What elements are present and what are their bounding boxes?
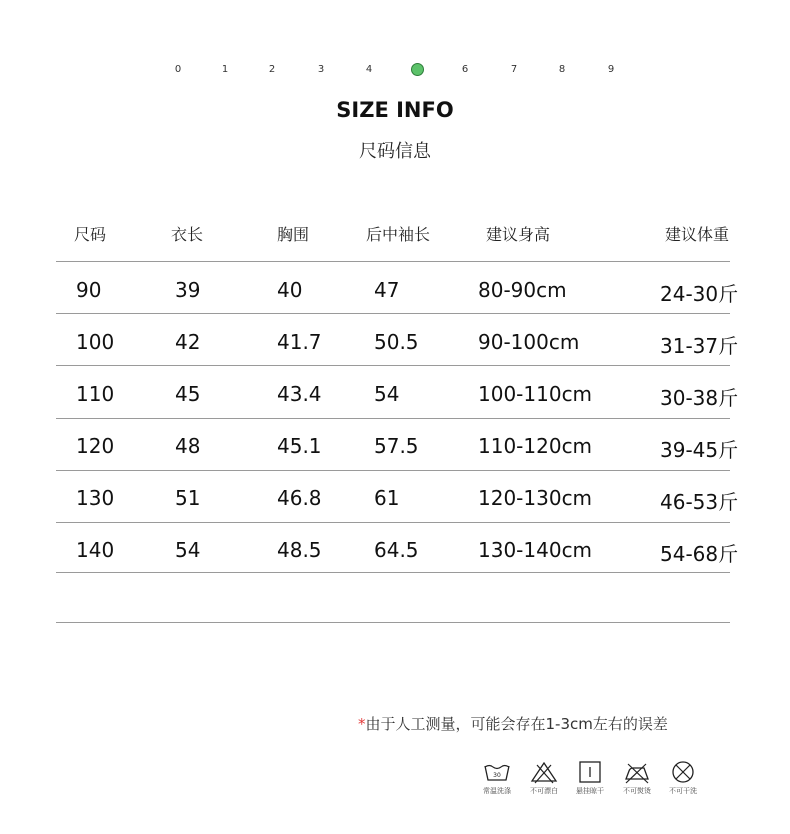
size-stepper <box>0 60 790 80</box>
cell-size: 90 <box>76 278 102 302</box>
cell-height: 80-90cm <box>478 278 567 302</box>
header-weight: 建议体重 <box>665 225 730 244</box>
cell-size: 140 <box>76 538 115 562</box>
cell-weight: 24-30斤 <box>660 282 739 306</box>
page-title: SIZE INFO <box>336 98 454 122</box>
step-2[interactable]: 2 <box>268 64 276 75</box>
care-label: 常温洗涤 <box>483 787 511 795</box>
note-star: * <box>358 715 366 733</box>
page-subtitle: 尺码信息 <box>359 141 431 162</box>
table-divider <box>56 365 730 366</box>
cell-height: 90-100cm <box>478 330 580 354</box>
table-divider <box>56 522 730 523</box>
care-dryclean <box>663 760 703 796</box>
cell-weight: 39-45斤 <box>660 438 739 462</box>
header-sleeve: 后中袖长 <box>366 225 431 244</box>
cell-size: 130 <box>76 486 115 510</box>
cell-length: 48 <box>175 434 201 458</box>
cell-size: 120 <box>76 434 115 458</box>
care-wash <box>477 760 517 796</box>
step-8[interactable]: 8 <box>558 64 566 75</box>
step-1[interactable]: 1 <box>221 64 229 75</box>
no-bleach-icon <box>529 760 559 784</box>
table-divider <box>56 261 730 262</box>
cell-sleeve: 57.5 <box>374 434 419 458</box>
cell-chest: 45.1 <box>277 434 322 458</box>
table-divider <box>56 418 730 419</box>
cell-length: 39 <box>175 278 201 302</box>
cell-weight: 31-37斤 <box>660 334 739 358</box>
cell-sleeve: 54 <box>374 382 400 406</box>
cell-chest: 41.7 <box>277 330 322 354</box>
care-dry <box>570 760 610 796</box>
step-6[interactable]: 6 <box>461 64 469 75</box>
care-label: 悬挂晾干 <box>576 787 604 795</box>
wash-30-icon <box>482 760 512 784</box>
header-chest: 胸围 <box>277 225 310 244</box>
care-bleach <box>524 760 564 796</box>
care-label: 不可干洗 <box>669 787 697 795</box>
step-7[interactable]: 7 <box>510 64 518 75</box>
step-4[interactable]: 4 <box>365 64 373 75</box>
wash-temp: 30 <box>493 772 501 779</box>
cell-height: 130-140cm <box>478 538 593 562</box>
header-size: 尺码 <box>74 225 107 244</box>
care-label: 不可漂白 <box>530 787 558 795</box>
cell-length: 45 <box>175 382 201 406</box>
step-9[interactable]: 9 <box>607 64 615 75</box>
cell-height: 100-110cm <box>478 382 593 406</box>
cell-weight: 46-53斤 <box>660 490 739 514</box>
no-iron-icon <box>622 760 652 784</box>
cell-sleeve: 50.5 <box>374 330 419 354</box>
cell-chest: 46.8 <box>277 486 322 510</box>
care-iron <box>617 760 657 796</box>
cell-chest: 40 <box>277 278 303 302</box>
cell-length: 54 <box>175 538 201 562</box>
no-dry-clean-icon <box>668 760 698 784</box>
care-label: 不可熨烫 <box>623 787 651 795</box>
cell-weight: 54-68斤 <box>660 542 739 566</box>
cell-height: 120-130cm <box>478 486 593 510</box>
cell-chest: 48.5 <box>277 538 322 562</box>
step-5-active-dot[interactable] <box>411 63 424 76</box>
cell-height: 110-120cm <box>478 434 593 458</box>
table-divider <box>56 572 730 573</box>
header-length: 衣长 <box>171 225 204 244</box>
note-text: 由于人工测量，可能会存在1-3cm左右的误差 <box>365 715 668 733</box>
hang-dry-icon <box>575 760 605 784</box>
table-bottom-divider <box>56 622 730 623</box>
cell-size: 110 <box>76 382 115 406</box>
cell-sleeve: 64.5 <box>374 538 419 562</box>
header-height: 建议身高 <box>486 225 551 244</box>
table-divider <box>56 470 730 471</box>
step-0[interactable]: 0 <box>174 64 182 75</box>
measurement-note <box>358 713 668 734</box>
cell-sleeve: 61 <box>374 486 400 510</box>
table-divider <box>56 313 730 314</box>
cell-weight: 30-38斤 <box>660 386 739 410</box>
cell-length: 51 <box>175 486 201 510</box>
cell-chest: 43.4 <box>277 382 322 406</box>
cell-sleeve: 47 <box>374 278 400 302</box>
step-3[interactable]: 3 <box>317 64 325 75</box>
cell-length: 42 <box>175 330 201 354</box>
cell-size: 100 <box>76 330 115 354</box>
